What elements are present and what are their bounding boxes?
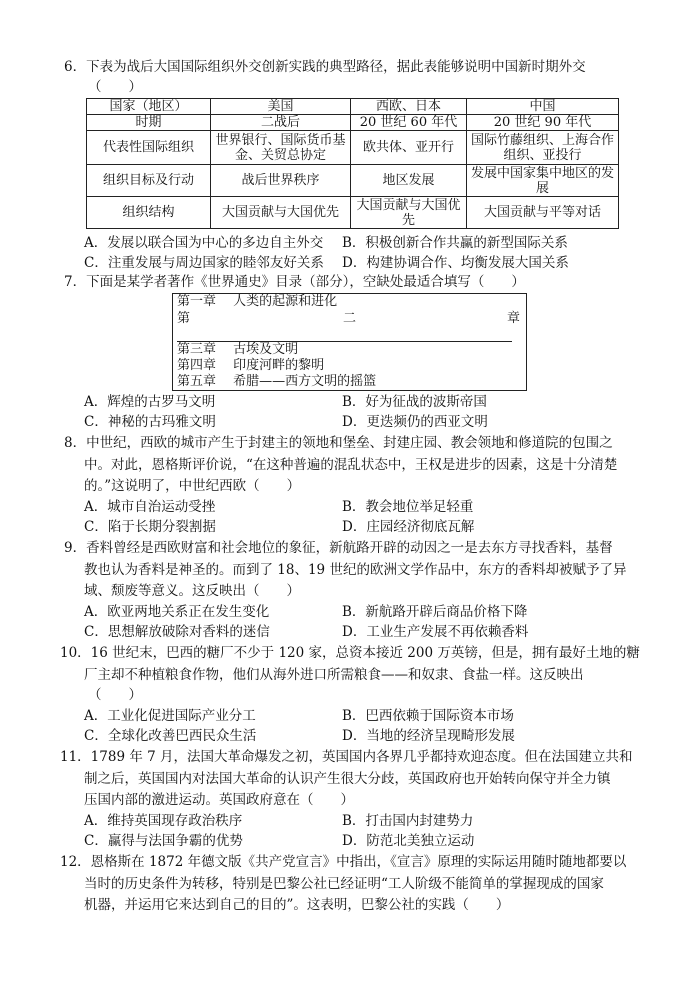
q6-options-row2 [84, 253, 624, 273]
q9-option-a[interactable]: A．欧亚两地关系正在发生变化 [84, 604, 270, 620]
q11-option-d[interactable]: D．防范北美独立运动 [342, 833, 475, 849]
q7-option-a[interactable]: A．辉煌的古罗马文明 [84, 394, 216, 410]
q9-options-row2 [84, 622, 624, 642]
table-row [87, 165, 619, 197]
q9-option-d[interactable]: D．工业生产发展不再依赖香料 [342, 624, 529, 640]
q8-option-a[interactable]: A．城市自治运动受挫 [84, 499, 216, 515]
q9-line1: 9．香料曾经是西欧财富和社会地位的象征，新航路开辟的动因之一是去东方寻找香料，基督 [64, 540, 613, 556]
q9-option-b[interactable]: B．新航路开辟后商品价格下降 [342, 604, 528, 620]
table-cell: 大国贡献与大国优先 [211, 197, 351, 229]
q6-stem-line2: （ ） [88, 79, 142, 95]
q6-options-row1 [84, 233, 624, 253]
q10-line2: 厂主却不种植粮食作物，他们从海外进口所需粮食——和奴隶、食盐一样。这反映出 [84, 667, 584, 683]
q8-option-b[interactable]: B．教会地位举足轻重 [342, 499, 474, 515]
q7-options-row2 [84, 412, 624, 432]
q10-line1: 10．16 世纪末，巴西的糖厂不少于 120 家，总资本接近 200 万英镑，但是，拥有最好土地的糖 [60, 645, 640, 661]
q11-line1: 11．1789 年 7 月，法国大革命爆发之初，英国国内各界几乎都持欢迎态度。但在法国建立共和 [60, 749, 633, 765]
table-header-cell: 国家（地区） [87, 99, 211, 115]
table-cell: 组织结构 [87, 197, 211, 229]
q10-option-c[interactable]: C．全球化改善巴西民众生活 [84, 728, 257, 744]
q8-line2: 中。对此，恩格斯评价说，“在这种普遍的混乱状态中，王权是进步的因素，这是十分清楚 [84, 457, 618, 473]
table-row [87, 197, 619, 229]
q9-line3: 域、颓废等意义。这反映出（ ） [84, 583, 300, 599]
q11-option-c[interactable]: C．赢得与法国争霸的优势 [84, 833, 243, 849]
q6-stem-line1: 6．下表为战后大国国际组织外交创新实践的典型路径，据此表能够说明中国新时期外交 [64, 59, 586, 75]
q10-option-a[interactable]: A．工业化促进国际产业分工 [84, 708, 256, 724]
toc-chapter-2-suffix: 章 [507, 311, 521, 326]
q12-line1: 12．恩格斯在 1872 年德文版《共产党宣言》中指出，《宣言》原理的实际运用随时随地都要以 [60, 854, 627, 870]
table-cell: 发展中国家集中地区的发展 [467, 165, 619, 197]
q7-stem: 7．下面是某学者著作《世界通史》目录（部分），空缺处最适合填写（ ） [64, 274, 525, 290]
q7-option-c[interactable]: C．神秘的古玛雅文明 [84, 414, 216, 430]
q7-option-d[interactable]: D．更迭频仍的西亚文明 [342, 414, 488, 430]
q6-table [86, 98, 619, 229]
q10-option-b[interactable]: B．巴西依赖于国际资本市场 [342, 708, 514, 724]
q8-option-d[interactable]: D．庄园经济彻底瓦解 [342, 519, 475, 535]
table-cell: 代表性国际组织 [87, 131, 211, 165]
q10-options-row2 [84, 726, 624, 746]
q9-options-row1 [84, 602, 624, 622]
table-header-cell: 中国 [467, 99, 619, 115]
toc-chapter-2-number: 二 [343, 311, 357, 326]
toc-chapter-5: 第五章 希腊——西方文明的摇篮 [177, 374, 377, 389]
q8-options-row2 [84, 517, 624, 537]
table-row [87, 115, 619, 131]
table-cell: 组织目标及行动 [87, 165, 211, 197]
q6-option-a[interactable]: A．发展以联合国为中心的多边自主外交 [84, 235, 324, 251]
table-header-cell: 西欧、日本 [351, 99, 467, 115]
q6-option-d[interactable]: D．构建协调合作、均衡发展大国关系 [342, 255, 569, 271]
table-cell: 二战后 [211, 115, 351, 131]
q7-options-row1 [84, 392, 624, 412]
q9-option-c[interactable]: C．思想解放破除对香料的迷信 [84, 624, 270, 640]
q8-option-c[interactable]: C．陷于长期分裂割据 [84, 519, 216, 535]
table-header-cell: 美国 [211, 99, 351, 115]
table-cell: 世界银行、国际货币基金、关贸总协定 [211, 131, 351, 165]
table-cell: 时期 [87, 115, 211, 131]
table-cell: 大国贡献与大国优先 [351, 197, 467, 229]
q11-option-a[interactable]: A．维持英国现存政治秩序 [84, 813, 243, 829]
q11-option-b[interactable]: B．打击国内封建势力 [342, 813, 474, 829]
q11-line3: 压国内部的激进运动。英国政府意在（ ） [84, 792, 354, 808]
q12-line2: 当时的历史条件为转移，特别是巴黎公社已经证明“工人阶级不能简单的掌握现成的国家 [84, 876, 604, 892]
q10-line3: （ ） [88, 687, 142, 703]
q10-option-d[interactable]: D．当地的经济呈现畸形发展 [342, 728, 515, 744]
q9-line2: 教也认为香料是神圣的。而到了 18、19 世纪的欧洲文学作品中，东方的香料却被赋予了异 [84, 562, 627, 578]
table-header-row [87, 99, 619, 115]
q6-option-c[interactable]: C．注重发展与周边国家的睦邻友好关系 [84, 255, 324, 271]
q11-line2: 制之后，英国国内对法国大革命的认识产生很大分歧，英国政府也开始转向保守并全力镇 [84, 771, 611, 787]
q8-line3: 的。”这说明了，中世纪西欧（ ） [84, 478, 301, 494]
table-cell: 欧共体、亚开行 [351, 131, 467, 165]
q7-option-b[interactable]: B．好为征战的波斯帝国 [342, 394, 487, 410]
table-row [87, 131, 619, 165]
q11-options-row2 [84, 831, 624, 851]
q10-options-row1 [84, 706, 624, 726]
toc-chapter-4: 第四章 印度河畔的黎明 [177, 358, 325, 373]
table-cell: 战后世界秩序 [211, 165, 351, 197]
q8-line1: 8．中世纪，西欧的城市产生于封建主的领地和堡垒、封建庄园、教会领地和修道院的包围之 [64, 435, 613, 451]
table-cell: 20 世纪 90 年代 [467, 115, 619, 131]
q6-option-b[interactable]: B．积极创新合作共赢的新型国际关系 [342, 235, 568, 251]
toc-chapter-1: 第一章 人类的起源和进化 [177, 294, 338, 309]
q7-table-of-contents [172, 293, 527, 391]
q11-options-row1 [84, 811, 624, 831]
table-cell: 20 世纪 60 年代 [351, 115, 467, 131]
q12-line3: 机器，并运用它来达到自己的目的”。这表明，巴黎公社的实践（ ） [84, 897, 510, 913]
table-cell: 大国贡献与平等对话 [467, 197, 619, 229]
table-cell: 国际竹藤组织、上海合作组织、亚投行 [467, 131, 619, 165]
toc-chapter-2-prefix: 第 [177, 311, 191, 326]
table-cell: 地区发展 [351, 165, 467, 197]
toc-chapter-3: 第三章 古埃及文明 [177, 342, 299, 357]
q8-options-row1 [84, 497, 624, 517]
